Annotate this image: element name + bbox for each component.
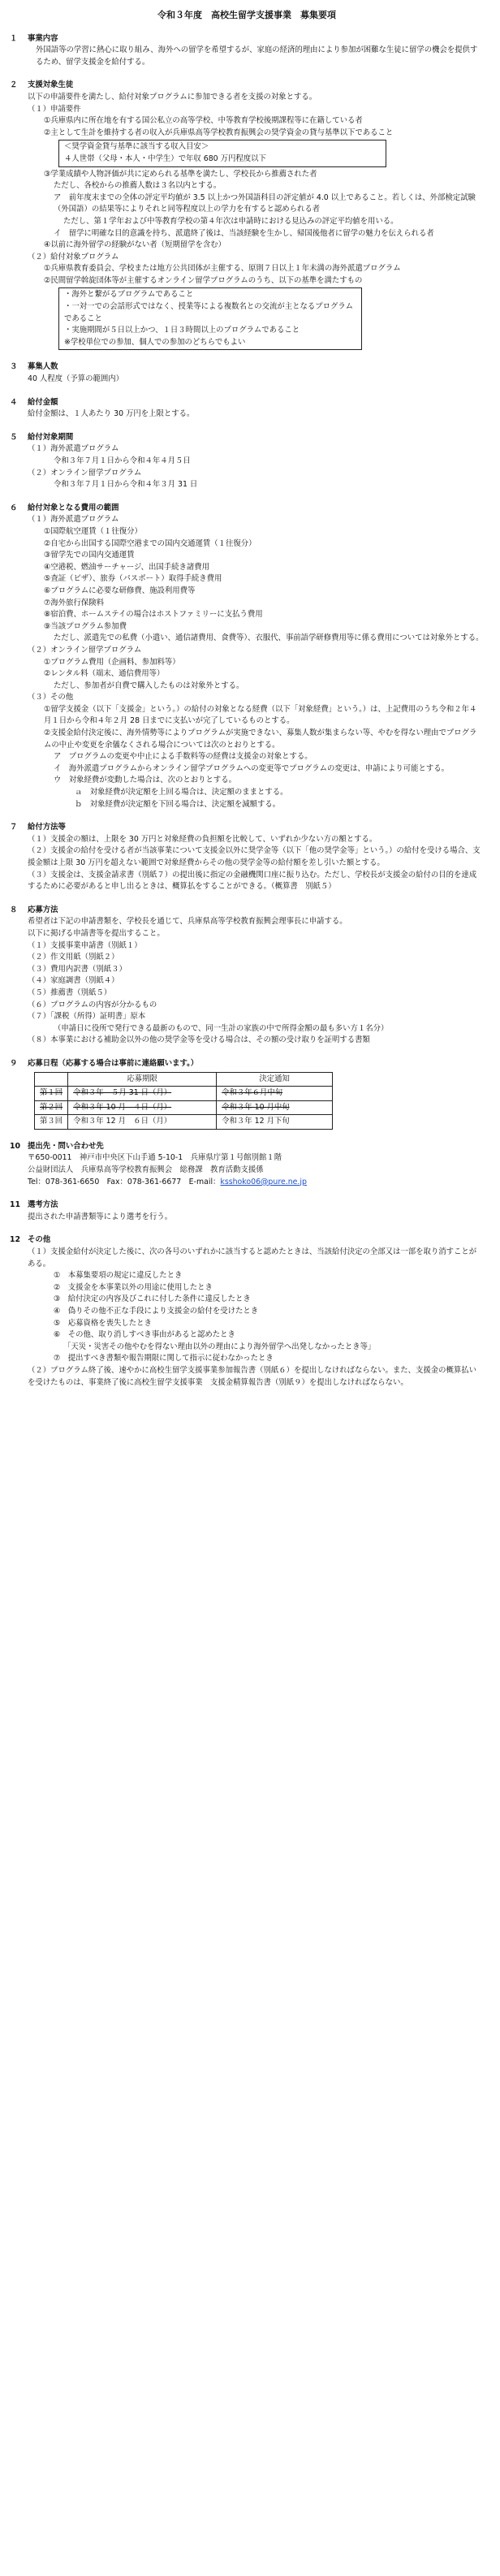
box-line: ・実施期間が５日以上かつ、１日３時間以上のプログラムであること bbox=[64, 326, 300, 335]
income-guideline-box bbox=[58, 140, 386, 166]
period-text: 令和３年７月１日から令和４年４月５日 bbox=[54, 456, 191, 465]
list-item: ② 支援金を本事業以外の用途に使用したとき bbox=[54, 1282, 213, 1292]
box-line: ・海外と繋がるプログラムであること bbox=[64, 290, 194, 300]
section-other bbox=[10, 1234, 484, 1389]
section-title: 支援対象生徒 bbox=[28, 80, 74, 90]
document-item: （１）支援事業申請書（別紙１） bbox=[28, 940, 142, 950]
email-link[interactable]: ksshoko06@pure.ne.jp bbox=[220, 1177, 307, 1186]
list-item: ②主として生計を維持する者の収入が兵庫県高等学校教育振興会の奨学資金の貸与基準以下であること bbox=[44, 128, 394, 137]
table-cell: 令和３年 ５月 31 日（月） bbox=[68, 1087, 217, 1101]
table-row bbox=[35, 1087, 333, 1101]
table-row bbox=[35, 1115, 333, 1130]
section-recruitment-number bbox=[10, 361, 484, 385]
page-title: 令和３年度 高校生留学支援事業 募集要項 bbox=[157, 10, 336, 20]
table-header-cell: 応募期限 bbox=[68, 1072, 217, 1087]
table-cell: 令和３年 12 月 ６日（月） bbox=[68, 1115, 217, 1130]
section-number: ７ bbox=[10, 823, 18, 832]
list-item: ③学業成績や人物評価が共に定められる基準を満たし、学校長から推薦された者 bbox=[44, 169, 317, 179]
section-number: 11 bbox=[10, 1200, 21, 1210]
list-item: ④ 偽りその他不正な手段により支援金の給付を受けたとき bbox=[54, 1307, 259, 1316]
section-title: 応募日程（応募する場合は事前に連絡願います。） bbox=[28, 1058, 199, 1068]
list-item: （２）プログラム終了後、速やかに高校生留学支援事業参加報告書（別紙６）を提出しなければならない。また、支援金の概算払いを受けたものは、事業終了後に高校生留学支援事業 支援金精算報告書（別紙９）を提出しなければならない。 bbox=[28, 1365, 477, 1387]
list-item: （３）支援金は、支援金請求書（別紙７）の提出後に指定の金融機関口座に振り込む。ただし、学校長が支援金の給付の目的を達成するために必要があると申し出るときは、概算払をすることができる。（概算書 別紙５） bbox=[28, 870, 477, 892]
section-contact bbox=[10, 1141, 484, 1188]
contact-address: 〒650-0011 神戸市中央区下山手通 5-10-1 兵庫県庁第１号館別館１階 bbox=[28, 1153, 282, 1163]
section-heading bbox=[10, 33, 484, 45]
section-heading bbox=[10, 822, 484, 834]
list-item: ア 前年度末までの全体の評定平均値が 3.5 以上かつ外国語科目の評定値が 4.0 以上であること。若しくは、外部検定試験（外国語）の結果等によりそれと同等程度以上の学力を有すると認められる者 bbox=[54, 192, 476, 214]
section-title: 給付金額 bbox=[28, 397, 58, 407]
section-title: その他 bbox=[28, 1235, 51, 1245]
paragraph: 希望者は下記の申請書類を、学校長を通じて、兵庫県高等学校教育振興会理事長に申請する。 bbox=[28, 917, 347, 927]
list-item: ① 本募集要項の規定に違反したとき bbox=[54, 1271, 183, 1281]
subsection-title: （２）オンライン留学プログラム bbox=[28, 468, 142, 478]
subsection-title: （１）海外派遣プログラム bbox=[28, 444, 119, 454]
paragraph: 外国語等の学習に熱心に取り組み、海外への留学を希望するが、家庭の経済的理由により参加が困難な生徒に留学の機会を提供するため、留学支援金を給付する。 bbox=[36, 45, 478, 67]
section-title: 応募方法 bbox=[28, 905, 58, 914]
subsection-title: （１）海外派遣プログラム bbox=[28, 515, 119, 525]
list-item: （２）支援金の給付を受ける者が当該事業について支援金以外に奨学金等（以下「他の奨学金等」という。）の給付を受ける場合、支援金額は上限 30 万円を超えない範囲で対象経費からその他の奨学金等の給付額を差し引いた額とする。 bbox=[28, 846, 481, 867]
table-cell: 令和３年 12 月下旬 bbox=[217, 1115, 333, 1130]
list-item-note: 「天災・災害その他やむを得ない理由以外の理由により海外留学へ出発しなかったとき等」 bbox=[63, 1342, 376, 1351]
list-item-note: ただし、各校からの推薦人数は３名以内とする。 bbox=[54, 181, 222, 191]
list-item: ②民間留学斡旋団体等が主催するオンライン留学プログラムのうち、以下の基準を満たすもの bbox=[44, 275, 363, 285]
table-header-row bbox=[35, 1072, 333, 1087]
list-item: ⑦ 提出すべき書類や報告期限に関して指示に従わなかったとき bbox=[54, 1354, 274, 1364]
section-heading bbox=[10, 1234, 484, 1247]
section-number: 10 bbox=[10, 1141, 21, 1151]
document-item: （２）作文用紙（別紙２） bbox=[28, 953, 119, 962]
list-item: ⑥ その他、取り消しすべき事由があると認めたとき bbox=[54, 1330, 235, 1340]
box-line: ※学校単位での参加、個人での参加のどちらでもよい bbox=[64, 337, 246, 347]
section-title: 給付対象期間 bbox=[28, 432, 74, 442]
section-number: ３ bbox=[10, 362, 18, 372]
table-cell: 令和３年６月中旬 bbox=[217, 1087, 333, 1101]
table-header-cell bbox=[35, 1072, 68, 1087]
section-heading bbox=[10, 361, 484, 374]
list-item: イ 海外派遣プログラムからオンライン留学プログラムへの変更等でプログラムの変更は、申請により可能とする。 bbox=[54, 763, 449, 773]
schedule-table bbox=[34, 1072, 333, 1130]
table-cell: 第２回 bbox=[35, 1100, 68, 1115]
contact-organization: 公益財団法人 兵庫県高等学校教育振興会 総務課 教育活動支援係 bbox=[28, 1165, 264, 1175]
section-grant-period bbox=[10, 432, 484, 491]
online-program-criteria-box bbox=[58, 287, 362, 350]
list-item: ①国際航空運賃（１往復分） bbox=[44, 526, 142, 536]
section-application-method bbox=[10, 905, 484, 1047]
section-payment-method bbox=[10, 822, 484, 893]
section-heading bbox=[10, 80, 484, 92]
list-item: ⑦海外旅行保険料 bbox=[44, 598, 105, 607]
section-number: ９ bbox=[10, 1058, 18, 1068]
section-title: 提出先・問い合わせ先 bbox=[28, 1141, 104, 1151]
section-eligible-students bbox=[10, 80, 484, 350]
section-heading bbox=[10, 1199, 484, 1212]
list-item: ④空港税、燃油サーチャージ、出国手続き諸費用 bbox=[44, 562, 210, 572]
table-cell: 令和３年 10 月中旬 bbox=[217, 1100, 333, 1115]
list-item: ②自宅から出国する国際空港までの国内交通運賃（１往復分） bbox=[44, 538, 256, 548]
contact-phone-line bbox=[28, 1177, 484, 1189]
list-item: （１）支援金給付が決定した後に、次の各号のいずれかに該当すると認めたときは、当該給付決定の全部又は一部を取り消すことがある。 bbox=[28, 1247, 477, 1269]
list-item: ②支援金給付決定後に、海外情勢等によりプログラムが実施できない、募集人数が集まらない等、やむを得ない理由でプログラムの中止や変更を余儀なくされる場合については次のとおりとする。 bbox=[44, 728, 477, 750]
list-item: ①兵庫県教育委員会、学校または地方公共団体が主催する、原則７日以上１年未満の海外派遣プログラム bbox=[44, 264, 401, 274]
section-number: ６ bbox=[10, 503, 18, 512]
document-item: （８）本事業における補助金以外の他の奨学金等を受ける場合は、その額の受け取りを証明する書類 bbox=[28, 1035, 370, 1045]
box-line: ＜奨学資金貸与基準に該当する収入目安＞ bbox=[64, 142, 209, 152]
list-item-note: ただし、第１学年および中等教育学校の第４年次は申請時における見込みの評定平均値を用いる。 bbox=[63, 216, 399, 226]
paragraph: 以下に掲げる申請書等を提出すること。 bbox=[28, 928, 165, 938]
list-item: （１）支援金の額は、上限を 30 万円と対象経費の負担額を比較して、いずれか少ない方の額とする。 bbox=[28, 834, 377, 844]
table-cell: 令和３年 10 月 ４日（月） bbox=[68, 1100, 217, 1115]
document-item: （７）「課税（所得）証明書」原本 bbox=[28, 1012, 146, 1022]
section-number: ２ bbox=[10, 80, 18, 90]
box-line: ・一対一での会話形式ではなく、授業等による複数名との交流が主となるプログラムであること bbox=[64, 302, 353, 323]
section-number: ５ bbox=[10, 432, 18, 442]
list-item: ④以前に海外留学の経験がない者（短期留学を含む） bbox=[44, 240, 226, 250]
section-title: 給付方法等 bbox=[28, 823, 66, 832]
list-item: ア プログラムの変更や中止による手数料等の経費は支援金の対象とする。 bbox=[54, 752, 312, 762]
document-item: （３）費用内訳書（別紙３） bbox=[28, 964, 127, 974]
list-item: ⑥プログラムに必要な研修費、施設利用費等 bbox=[44, 586, 196, 595]
section-heading bbox=[10, 432, 484, 444]
list-item: ⑧宿泊費、ホームステイの場合はホストファミリーに支払う費用 bbox=[44, 610, 263, 620]
list-item: ①留学支援金（以下「支援金」という。）の給付の対象となる経費（以下「対象経費」という。）は、上記費用のうち令和２年４月１日から令和４年２月 28 日までに支払いが完了しているものとする。 bbox=[44, 704, 477, 726]
list-item: ①プログラム費用（企画料、参加料等） bbox=[44, 657, 180, 667]
list-item: ａ 対象経費が決定額を上回る場合は、決定額のままとする。 bbox=[75, 788, 288, 797]
list-item-note: ただし、派遣先での私費（小遣い、通信諸費用、食費等）、衣服代、事前語学研修費用等に係る費用については対象外とする。 bbox=[54, 633, 484, 643]
table-cell: 第１回 bbox=[35, 1087, 68, 1101]
section-grant-amount bbox=[10, 397, 484, 421]
box-line: ４人世帯（父母・本人・中学生）で年収 680 万円程度以下 bbox=[64, 153, 266, 163]
section-number: ８ bbox=[10, 905, 18, 914]
section-number: 12 bbox=[10, 1235, 21, 1245]
subsection-title: （１）申請要件 bbox=[28, 104, 81, 114]
table-row bbox=[35, 1100, 333, 1115]
section-number: ４ bbox=[10, 397, 18, 407]
section-title: 選考方法 bbox=[28, 1200, 58, 1210]
subsection-title: （３）その他 bbox=[28, 693, 74, 702]
section-title: 事業内容 bbox=[28, 33, 58, 43]
paragraph: 提出された申請書類等により選考を行う。 bbox=[28, 1212, 173, 1221]
section-selection-method bbox=[10, 1199, 484, 1223]
contact-phone-fax: Tel：078-361-6650 Fax：078-361-6677 E-mail： bbox=[28, 1177, 221, 1186]
list-item: イ 留学に明確な目的意識を持ち、派遣終了後は、当該経験を生かし、帰国後他者に留学の魅力を伝えられる者 bbox=[54, 228, 434, 238]
list-item: ⑨当該プログラム参加費 bbox=[44, 621, 127, 631]
document-item-note: （申請日に役所で発行できる最新のもので、同一生計の家族の中で所得金額の最も多い方１名分） bbox=[54, 1023, 389, 1033]
list-item: ウ 対象経費が変動した場合は、次のとおりとする。 bbox=[54, 776, 237, 785]
document-item: （４）家庭調書（別紙４） bbox=[28, 976, 119, 986]
list-item: ③留学先での国内交通運賃 bbox=[44, 551, 135, 560]
section-business-content bbox=[10, 33, 484, 69]
subsection-title: （２）オンライン留学プログラム bbox=[28, 645, 142, 655]
section-heading bbox=[10, 1141, 484, 1153]
paragraph: 40 人程度（予算の範囲内） bbox=[28, 374, 124, 384]
section-heading bbox=[10, 1058, 484, 1070]
document-item: （６）プログラムの内容が分かるもの bbox=[28, 1000, 157, 1009]
section-eligible-expenses bbox=[10, 503, 484, 810]
list-item: ③ 給付決定の内容及びこれに付した条件に違反したとき bbox=[54, 1294, 251, 1304]
list-item: ｂ 対象経費が決定額を下回る場合は、決定額を減額する。 bbox=[75, 799, 281, 809]
period-text: 令和３年７月１日から令和４年３月 31 日 bbox=[54, 480, 198, 490]
list-item: ⑤ 応募資格を喪失したとき bbox=[54, 1318, 152, 1328]
table-header-cell: 決定通知 bbox=[217, 1072, 333, 1087]
list-item: ⑤査証（ビザ）、旅券（パスポート）取得手続き費用 bbox=[44, 574, 222, 584]
subsection-title: （２）給付対象プログラム bbox=[28, 252, 119, 261]
section-heading bbox=[10, 397, 484, 409]
section-heading bbox=[10, 905, 484, 917]
list-item: ②レンタル料（端末、通信費用等） bbox=[44, 669, 165, 679]
list-item-note: ただし、参加者が自費で購入したものは対象外とする。 bbox=[54, 681, 244, 690]
section-number: １ bbox=[10, 33, 18, 43]
section-heading bbox=[10, 503, 484, 515]
paragraph: 以下の申請要件を満たし、給付対象プログラムに参加できる者を支援の対象とする。 bbox=[28, 92, 317, 102]
paragraph: 給付金額は、１人あたり 30 万円を上限とする。 bbox=[28, 409, 195, 419]
section-title: 募集人数 bbox=[28, 362, 58, 372]
section-title: 給付対象となる費用の範囲 bbox=[28, 503, 119, 512]
list-item: ①兵庫県内に所在地を有する国公私立の高等学校、中等教育学校後期課程等に在籍している者 bbox=[44, 116, 363, 126]
table-cell: 第３回 bbox=[35, 1115, 68, 1130]
document-item: （５）推薦書（別紙５） bbox=[28, 988, 112, 997]
section-application-schedule bbox=[10, 1058, 484, 1130]
